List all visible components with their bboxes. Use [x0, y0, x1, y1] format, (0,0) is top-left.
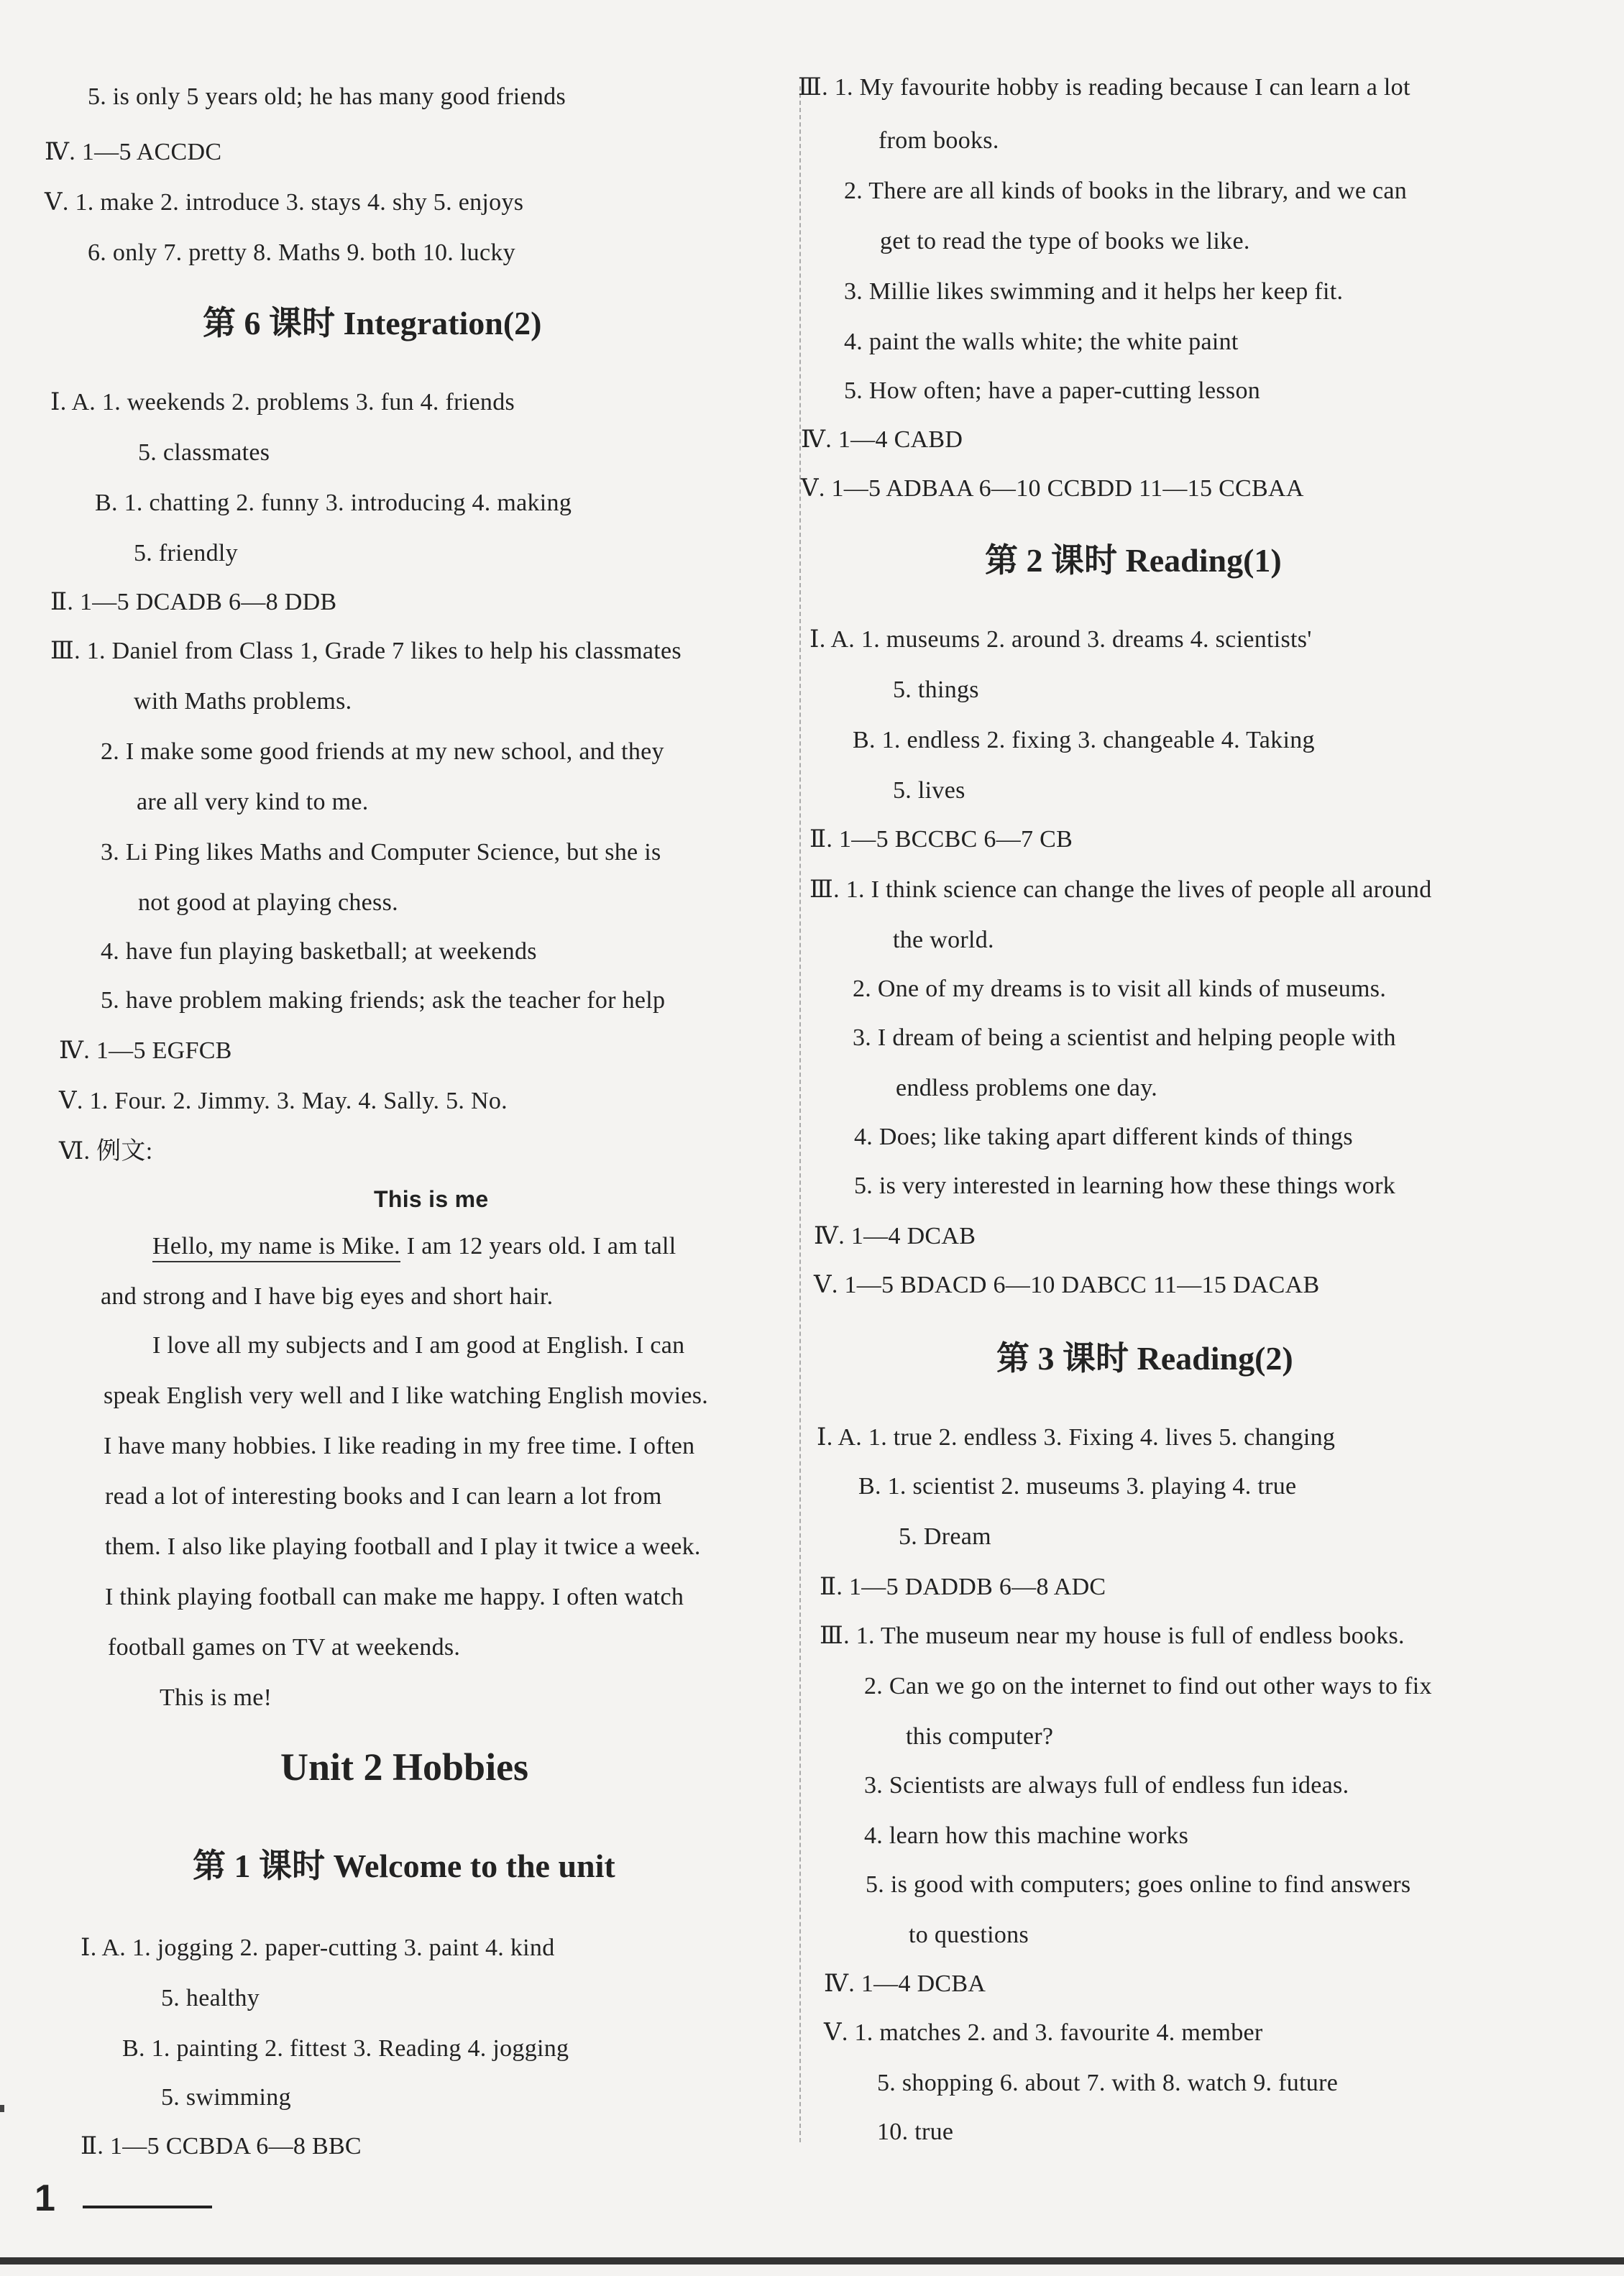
- answer-line: Ⅲ. 1. Daniel from Class 1, Grade 7 likes to help his classmates: [50, 638, 682, 664]
- answer-line: Ⅴ. 1. make 2. introduce 3. stays 4. shy 5. enjoys: [45, 189, 524, 216]
- answer-line: 2. I make some good friends at my new school, and they: [101, 738, 664, 765]
- answer-line: Ⅴ. 1—5 BDACD 6—10 DABCC 11—15 DACAB: [814, 1272, 1320, 1298]
- answer-line: 4. Does; like taking apart different kinds of things: [854, 1124, 1353, 1150]
- answer-line: 5. classmates: [138, 439, 270, 466]
- answer-line: 6. only 7. pretty 8. Maths 9. both 10. lucky: [88, 239, 515, 266]
- essay-line-rest: I am 12 years old. I am tall: [400, 1233, 676, 1259]
- answer-line: Ⅱ. 1—5 DADDB 6—8 ADC: [820, 1574, 1106, 1600]
- page-number-rule: [83, 2206, 212, 2208]
- answer-line: Ⅲ. 1. I think science can change the lives of people all around: [809, 876, 1432, 903]
- answer-line: B. 1. endless 2. fixing 3. changeable 4. Taking: [853, 727, 1315, 753]
- answer-line: endless problems one day.: [896, 1075, 1158, 1101]
- essay-line: I love all my subjects and I am good at English. I can: [152, 1332, 685, 1359]
- answer-line: 4. have fun playing basketball; at weekends: [101, 938, 537, 965]
- answer-line: Ⅳ. 1—5 ACCDC: [45, 139, 222, 165]
- essay-line: This is me!: [160, 1684, 272, 1711]
- essay-line: and strong and I have big eyes and short hair.: [101, 1283, 554, 1310]
- answer-line: 3. Scientists are always full of endless fun ideas.: [864, 1772, 1349, 1799]
- section-title: 第 3 课时 Reading(2): [996, 1340, 1293, 1377]
- answer-line: Ⅲ. 1. The museum near my house is full of endless books.: [820, 1623, 1405, 1649]
- answer-line: B. 1. scientist 2. museums 3. playing 4. true: [858, 1473, 1297, 1500]
- answer-line: 5. shopping 6. about 7. with 8. watch 9. future: [877, 2070, 1339, 2096]
- answer-line: Ⅰ. A. 1. museums 2. around 3. dreams 4. scientists': [809, 626, 1312, 653]
- answer-line: from books.: [878, 127, 999, 154]
- answer-line: Ⅳ. 1—4 CABD: [801, 426, 963, 453]
- essay-line: I have many hobbies. I like reading in my free time. I often: [104, 1433, 695, 1459]
- answer-line: Ⅴ. 1. Four. 2. Jimmy. 3. May. 4. Sally. 5. No.: [59, 1088, 508, 1114]
- essay-line: football games on TV at weekends.: [108, 1634, 461, 1661]
- answer-line: 3. I dream of being a scientist and helping people with: [853, 1024, 1396, 1051]
- answer-line: 10. true: [877, 2119, 954, 2145]
- column-divider: [799, 86, 801, 2142]
- answer-line: Ⅰ. A. 1. true 2. endless 3. Fixing 4. lives 5. changing: [817, 1424, 1336, 1451]
- essay-line: read a lot of interesting books and I can learn a lot from: [105, 1483, 662, 1510]
- answer-line: 2. One of my dreams is to visit all kinds of museums.: [853, 976, 1387, 1002]
- answer-line: Ⅴ. 1. matches 2. and 3. favourite 4. member: [824, 2019, 1263, 2046]
- essay-underlined-phrase: Hello, my name is Mike.: [152, 1233, 400, 1262]
- answer-line: Ⅴ. 1—5 ADBAA 6—10 CCBDD 11—15 CCBAA: [801, 475, 1304, 502]
- answer-line: Ⅳ. 1—4 DCBA: [824, 1970, 986, 1997]
- answer-line: 5. is only 5 years old; he has many good friends: [88, 83, 566, 110]
- unit-title: Unit 2 Hobbies: [280, 1745, 529, 1789]
- answer-line: Ⅳ. 1—4 DCAB: [814, 1223, 976, 1249]
- answer-line: 2. Can we go on the internet to find out other ways to fix: [864, 1673, 1432, 1699]
- section-title: 第 6 课时 Integration(2): [203, 305, 542, 341]
- essay-line: [152, 1232, 676, 1261]
- answer-line: Ⅵ. 例文:: [59, 1138, 153, 1165]
- section-title: 第 2 课时 Reading(1): [985, 542, 1282, 579]
- answer-line: 5. friendly: [134, 540, 238, 566]
- answer-line: this computer?: [906, 1723, 1054, 1750]
- answer-line: Ⅱ. 1—5 CCBDA 6—8 BBC: [81, 2133, 362, 2160]
- answer-line: Ⅳ. 1—5 EGFCB: [59, 1037, 232, 1064]
- section-title: 第 1 课时 Welcome to the unit: [193, 1848, 615, 1884]
- essay-line: them. I also like playing football and I play it twice a week.: [105, 1533, 701, 1560]
- answer-line: 2. There are all kinds of books in the library, and we can: [844, 178, 1408, 204]
- answer-line: Ⅰ. A. 1. jogging 2. paper-cutting 3. paint 4. kind: [81, 1935, 555, 1961]
- answer-line: not good at playing chess.: [138, 889, 398, 916]
- answer-line: 4. paint the walls white; the white paint: [844, 329, 1239, 355]
- answer-line: Ⅱ. 1—5 BCCBC 6—7 CB: [809, 826, 1073, 853]
- answer-line: 5. swimming: [161, 2084, 291, 2111]
- answer-line: Ⅲ. 1. My favourite hobby is reading because I can learn a lot: [798, 74, 1410, 101]
- answer-line: 5. is good with computers; goes online to find answers: [866, 1871, 1411, 1898]
- answer-line: 5. lives: [893, 777, 965, 804]
- answer-line: B. 1. chatting 2. funny 3. introducing 4. making: [95, 490, 572, 516]
- answer-line: 5. How often; have a paper-cutting lesson: [844, 377, 1261, 404]
- answer-line: are all very kind to me.: [137, 789, 369, 815]
- answer-line: Ⅱ. 1—5 DCADB 6—8 DDB: [50, 589, 337, 615]
- essay-title: This is me: [374, 1186, 489, 1212]
- answer-line: 3. Li Ping likes Maths and Computer Science, but she is: [101, 839, 661, 866]
- answer-line: Ⅰ. A. 1. weekends 2. problems 3. fun 4. friends: [50, 389, 515, 416]
- page-number: 1: [35, 2178, 55, 2219]
- answer-line: the world.: [893, 927, 994, 953]
- answer-line: 5. things: [893, 676, 979, 703]
- answer-line: with Maths problems.: [134, 688, 352, 715]
- answer-line: get to read the type of books we like.: [880, 228, 1250, 254]
- answer-line: 5. have problem making friends; ask the teacher for help: [101, 987, 666, 1014]
- essay-line: I think playing football can make me happy. I often watch: [105, 1584, 684, 1610]
- answer-line: 4. learn how this machine works: [864, 1822, 1189, 1849]
- scan-mark: [0, 2105, 4, 2112]
- answer-line: to questions: [909, 1922, 1029, 1948]
- answer-line: 5. is very interested in learning how these things work: [854, 1173, 1396, 1199]
- answer-line: 5. Dream: [899, 1523, 991, 1550]
- answer-line: 5. healthy: [161, 1985, 260, 2011]
- answer-line: B. 1. painting 2. fittest 3. Reading 4. jogging: [122, 2035, 569, 2062]
- answer-line: 3. Millie likes swimming and it helps her keep fit.: [844, 278, 1344, 305]
- page-bottom-edge: [0, 2257, 1624, 2264]
- essay-line: speak English very well and I like watching English movies.: [104, 1382, 709, 1409]
